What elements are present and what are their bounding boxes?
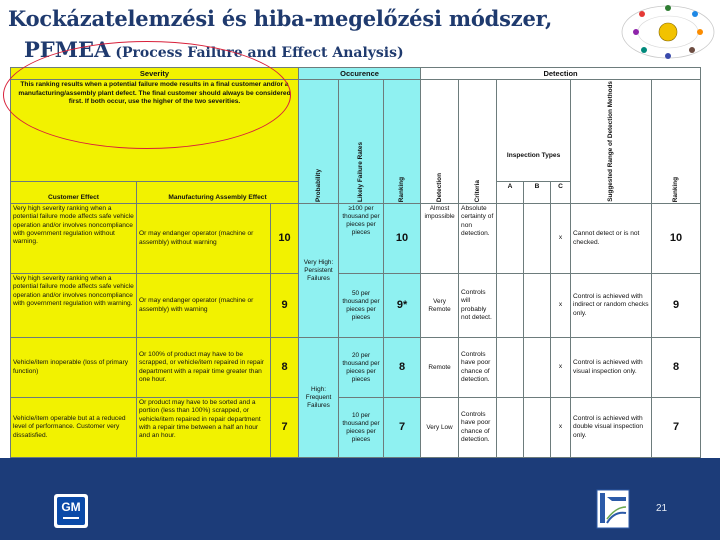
gm-logo	[54, 494, 88, 528]
row3-manufacturing-effect: Or 100% of product may have to be scrapped, or vehicle/item repaired in repair department with a repair time greater than one hour.	[137, 338, 271, 398]
row4-customer-effect: Vehicle/item operable but at a reduced level of performance. Customer very dissatisfied.	[11, 398, 137, 458]
row2-inspection-mark: x	[551, 274, 571, 338]
row1-criteria: Absolute certainty of non detection.	[459, 204, 497, 274]
probability-high: High: Frequent Failures	[299, 338, 339, 458]
suggested-range-header: Suggested Range of Detection Methods	[571, 80, 652, 204]
row1-inspection-mark: x	[551, 204, 571, 274]
row2-occurence-rank: 9*	[384, 274, 421, 338]
row4-detection-level: Very Low	[421, 398, 459, 458]
row4-occurence-rank: 7	[384, 398, 421, 458]
inspection-a-header: A	[497, 182, 524, 204]
row1-detection-level: Almost impossible	[421, 204, 459, 274]
detection-ranking-header: Ranking	[652, 80, 701, 204]
row4-criteria: Controls have poor chance of detection.	[459, 398, 497, 458]
row2-severity-rank: 9	[271, 274, 299, 338]
likely-failure-rates-header: Likely Failure Rates	[339, 80, 384, 204]
row1-detection-rank: 10	[652, 204, 701, 274]
pfmea-title: PFMEA	[24, 37, 111, 62]
row1-failure-rate: ≥100 per thousand per pieces per pieces	[339, 204, 384, 274]
criteria-header: Criteria	[459, 80, 497, 204]
row2-failure-rate: 50 per thousand per pieces per pieces	[339, 274, 384, 338]
row3-criteria: Controls have poor chance of detection.	[459, 338, 497, 398]
row1-customer-effect: Very high severity ranking when a potential failure mode affects safe vehicle operation and/or involves noncompliance with government regulation without warning.	[11, 204, 137, 274]
pfmea-subtitle: (Process Failure and Effect Analysis)	[115, 45, 404, 61]
row2-customer-effect: Very high severity ranking when a potential failure mode affects safe vehicle operation and/or involves noncompliance with government regulation with warning.	[11, 274, 137, 338]
row1-manufacturing-effect: Or may endanger operator (machine or assembly) without warning	[137, 204, 271, 274]
detection-header: Detection	[421, 68, 701, 80]
row3-detection-method: Control is achieved with visual inspection only.	[571, 338, 652, 398]
row4-inspection-mark: x	[551, 398, 571, 458]
row2-detection-level: Very Remote	[421, 274, 459, 338]
severity-header: Severity	[11, 68, 299, 80]
row3-detection-level: Remote	[421, 338, 459, 398]
row4-detection-rank: 7	[652, 398, 701, 458]
row3-failure-rate: 20 per thousand per pieces per pieces	[339, 338, 384, 398]
slide-title-line1: Kockázatelemzési és hiba-megelőzési módszer,	[8, 6, 553, 31]
probability-very-high: Very High: Persistent Failures	[299, 204, 339, 338]
row3-customer-effect: Vehicle/item inoperable (loss of primary function)	[11, 338, 137, 398]
row1-severity-rank: 10	[271, 204, 299, 274]
row2-criteria: Controls will probably not detect.	[459, 274, 497, 338]
row3-occurence-rank: 8	[384, 338, 421, 398]
row3-detection-rank: 8	[652, 338, 701, 398]
manufacturing-effect-header: Manufacturing Assembly Effect	[137, 182, 299, 204]
row2-manufacturing-effect: Or may endanger operator (machine or assembly) with warning	[137, 274, 271, 338]
row4-severity-rank: 7	[271, 398, 299, 458]
row2-detection-method: Control is achieved with indirect or random checks only.	[571, 274, 652, 338]
row4-manufacturing-effect: Or product may have to be sorted and a portion (less than 100%) scrapped, or vehicle/item repaired in repair department with a repair time between a half an hour and an hour.	[137, 398, 271, 458]
highlight-ellipse	[3, 41, 291, 149]
severity-description: This ranking results when a potential failure mode results in a final customer and/or a manufacturing/assembly plant defect. The final customer should always be considered first. If both occur, use the higher of the two severities.	[11, 80, 299, 182]
detection-sub-header: Detection	[421, 80, 459, 204]
row4-failure-rate: 10 per thousand per pieces per pieces	[339, 398, 384, 458]
row2-detection-rank: 9	[652, 274, 701, 338]
inspection-b-header: B	[524, 182, 551, 204]
university-logo	[596, 489, 630, 529]
customer-effect-header: Customer Effect	[11, 182, 137, 204]
process-diagram-logo	[618, 2, 718, 62]
occurence-ranking-header: Ranking	[384, 80, 421, 204]
probability-header: Probability	[299, 80, 339, 204]
gm-logo-text: GM	[61, 500, 81, 514]
occurence-header: Occurence	[299, 68, 421, 80]
page-number: 21	[656, 503, 668, 514]
inspection-types-header: Inspection Types	[497, 131, 571, 182]
row1-detection-method: Cannot detect or is not checked.	[571, 204, 652, 274]
row3-severity-rank: 8	[271, 338, 299, 398]
row1-occurence-rank: 10	[384, 204, 421, 274]
inspection-c-header: C	[551, 182, 571, 204]
row4-detection-method: Control is achieved with double visual inspection only.	[571, 398, 652, 458]
row3-inspection-mark: x	[551, 338, 571, 398]
